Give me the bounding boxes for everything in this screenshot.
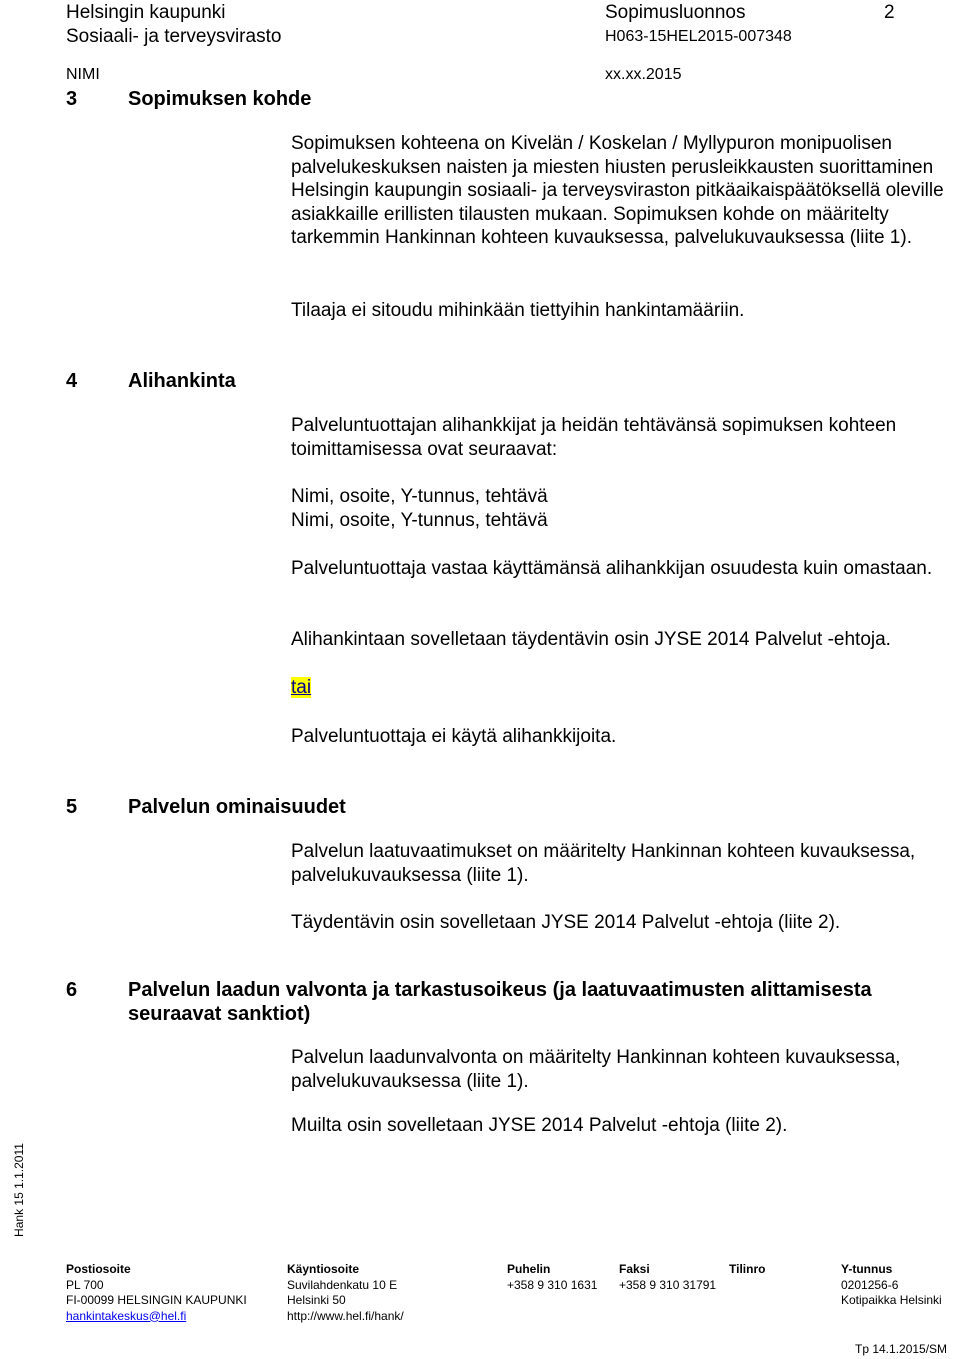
org-department: Sosiaali- ja terveysvirasto — [66, 26, 282, 47]
visiting-line-2: Helsinki 50 — [287, 1293, 346, 1307]
section-4-paragraph-1: Palveluntuottajan alihankkijat ja heidän tehtävänsä sopimuksen kohteen toimittamisessa ovat seuraavat: — [291, 415, 897, 460]
footer-phone — [507, 1262, 597, 1293]
template-code: Tp 14.1.2015/SM — [855, 1342, 948, 1356]
account-heading: Tilinro — [729, 1262, 766, 1276]
section-5-paragraph-2: Täydentävin osin sovelletaan JYSE 2014 Palvelut -ehtoja (liite 2). — [291, 912, 841, 933]
section-5-paragraph-1: Palvelun laatuvaatimukset on määritelty Hankinnan kohteen kuvauksessa, palvelukuvauksessa (liite 1). — [291, 841, 916, 886]
website-url: http://www.hel.fi/hank/ — [287, 1308, 404, 1323]
or-label: tai — [291, 677, 312, 698]
document-type: Sopimusluonnos — [605, 2, 746, 23]
fax-heading: Faksi — [619, 1262, 650, 1276]
section-3-paragraph-2: Tilaaja ei sitoudu mihinkään tiettyihin hankintamääriin. — [291, 300, 745, 321]
postal-line-2: FI-00099 HELSINGIN KAUPUNKI — [66, 1293, 247, 1307]
section-6-number: 6 — [66, 979, 78, 1001]
section-4-paragraph-4: Palveluntuottaja ei käytä alihankkijoita. — [291, 726, 617, 747]
footer-postal-address — [66, 1262, 247, 1324]
subcontractor-entry-2: Nimi, osoite, Y-tunnus, tehtävä — [291, 510, 548, 531]
document-id: H063-15HEL2015-007348 — [605, 28, 792, 45]
section-4-paragraph-2: Palveluntuottaja vastaa käyttämänsä alihankkijan osuudesta kuin omastaan. — [291, 558, 933, 579]
phone-value: +358 9 310 1631 — [507, 1277, 598, 1292]
section-4-number: 4 — [66, 370, 78, 392]
section-6-paragraph-1: Palvelun laadunvalvonta on määritelty Hankinnan kohteen kuvauksessa, palvelukuvauksessa (liite 1). — [291, 1047, 901, 1092]
footer-business-id — [841, 1262, 942, 1309]
date-placeholder: xx.xx.2015 — [605, 66, 682, 83]
postal-heading: Postiosoite — [66, 1262, 131, 1276]
section-3-title: Sopimuksen kohde — [128, 88, 312, 110]
visiting-heading: Käyntiosoite — [287, 1262, 360, 1276]
section-6-title-line-2: seuraavat sanktiot) — [128, 1003, 311, 1025]
section-5-title: Palvelun ominaisuudet — [128, 796, 346, 818]
org-name: Helsingin kaupunki — [66, 2, 226, 23]
email-link[interactable]: hankintakeskus@hel.fi — [66, 1308, 187, 1323]
footer-visiting-address — [287, 1262, 404, 1324]
phone-heading: Puhelin — [507, 1262, 551, 1276]
business-id-value: 0201256-6 — [841, 1277, 899, 1292]
fax-value: +358 9 310 31791 — [619, 1277, 717, 1292]
postal-line-1: PL 700 — [66, 1277, 104, 1292]
section-5-number: 5 — [66, 796, 78, 818]
business-id-heading: Y-tunnus — [841, 1262, 893, 1276]
page-number: 2 — [884, 2, 895, 23]
form-code-side-label: Hank 15 1.1.2011 — [12, 1143, 26, 1237]
footer-account — [729, 1262, 765, 1278]
section-6-paragraph-2: Muilta osin sovelletaan JYSE 2014 Palvelut -ehtoja (liite 2). — [291, 1115, 788, 1136]
domicile: Kotipaikka Helsinki — [841, 1293, 942, 1307]
visiting-line-1: Suvilahdenkatu 10 E — [287, 1277, 398, 1292]
section-3-paragraph-1: Sopimuksen kohteena on Kivelän / Koskelan / Myllypuron monipuolisen palvelukeskuksen naisten ja miesten hiusten perusleikkausten suorittaminen Helsingin kaupungin sosiaali- ja terveysviraston pitkäaikaispäätöksellä oleville asiakkaille erillisten tilausten mukaan. Sopimuksen kohde on määritelty tarkemmin Hankinnan kohteen kuvauksessa, palvelukuvauksessa (liite 1). — [291, 133, 944, 248]
subcontractor-entry-1: Nimi, osoite, Y-tunnus, tehtävä — [291, 486, 548, 507]
section-6-title-line-1: Palvelun laadun valvonta ja tarkastusoikeus (ja laatuvaatimusten alittamisesta — [128, 979, 872, 1001]
section-3-number: 3 — [66, 88, 78, 110]
footer-fax — [619, 1262, 716, 1293]
section-4-paragraph-3: Alihankintaan sovelletaan täydentävin osin JYSE 2014 Palvelut -ehtoja. — [291, 629, 891, 650]
name-placeholder: NIMI — [66, 66, 100, 83]
section-4-title: Alihankinta — [128, 370, 236, 392]
